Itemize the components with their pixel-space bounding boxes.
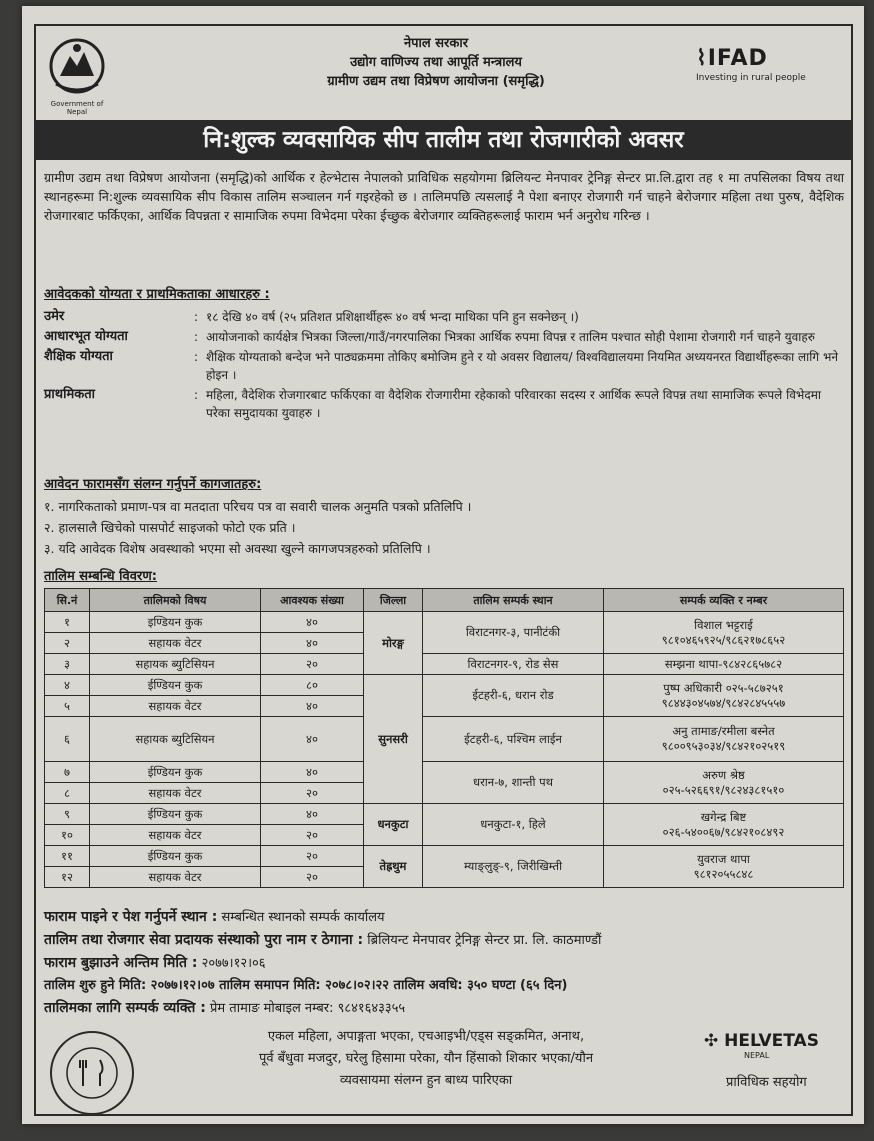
eligibility-label: उमेर bbox=[44, 309, 65, 324]
contact-phone: ९८४४३०४५७४/९८४२८४५५५७ bbox=[661, 695, 786, 710]
cell-sn: ४ bbox=[45, 675, 90, 696]
cell-subject: सहायक वेटर bbox=[90, 633, 261, 654]
cell-district: सुनसरी bbox=[364, 675, 423, 804]
contact-phone: ९८००९५३०३४/९८४२१०२५१९ bbox=[661, 739, 786, 753]
cell-count: ४० bbox=[261, 762, 364, 783]
closing-note bbox=[166, 1026, 686, 1092]
cell-district: मोरङ्ग bbox=[364, 612, 423, 675]
eligibility-list bbox=[44, 308, 844, 424]
helvetas-logo: ✣ HELVETAS bbox=[704, 1031, 819, 1051]
ifad-tagline: Investing in rural people bbox=[696, 73, 806, 83]
cell-sn: ५ bbox=[45, 696, 90, 717]
cell-location: ईटहरी-६, पश्चिम लाईन bbox=[423, 717, 604, 762]
contact-phone: ९८१०४६५९२५/९८६२१७८६५२ bbox=[661, 632, 786, 647]
cell-count: ४० bbox=[261, 612, 364, 633]
helvetas-logo-block bbox=[704, 1031, 844, 1090]
cell-subject: ईण्डियन कुक bbox=[90, 675, 261, 696]
table-row bbox=[45, 717, 844, 762]
cell-count: ४० bbox=[261, 717, 364, 762]
eligibility-label: प्राथमिकता bbox=[44, 387, 95, 402]
contact-phone: ०२६-५४००६७/९८४२१०८४९२ bbox=[662, 824, 785, 839]
eligibility-row: आधारभूत योग्यता : आयोजनाको कार्यक्षेत्र भित्रका जिल्ला/गाउँ/नगरपालिका भित्रका आर्थिक रुपमा विपन्न र तालिम पश्चात सोही पेशामा रोजगारी गर्न चाहने युवाहरु bbox=[44, 328, 844, 346]
emblem-caption: Government of Nepal bbox=[50, 100, 104, 116]
cell-location: ईटहरी-६, धरान रोड bbox=[423, 675, 604, 717]
table-row bbox=[45, 846, 844, 867]
technical-support-label: प्राविधिक सहयोग bbox=[726, 1075, 807, 1090]
cell-subject: सहायक ब्युटिसियन bbox=[90, 717, 261, 762]
seal-icon bbox=[55, 1036, 129, 1110]
cell-location: धरान-७, शान्ती पथ bbox=[423, 762, 604, 804]
cell-sn: २ bbox=[45, 633, 90, 654]
cell-count: २० bbox=[261, 783, 364, 804]
col-count: आवश्यक संख्या bbox=[261, 589, 364, 612]
cell-sn: १२ bbox=[45, 867, 90, 888]
cell-count: २० bbox=[261, 825, 364, 846]
eligibility-value: १८ देखि ४० वर्ष (२५ प्रतिशत प्रशिक्षार्थीहरू ४० वर्ष भन्दा माथिका पनि हुन सक्नेछन् ।) bbox=[206, 310, 579, 324]
cell-sn: ११ bbox=[45, 846, 90, 867]
document-item: १. नागरिकताको प्रमाण-पत्र वा मतदाता परिचय पत्र वा सवारी चालक अनुमति पत्रको प्रतिलिपि । bbox=[44, 499, 472, 514]
gov-line-2: उद्योग वाणिज्य तथा आपूर्ति मन्त्रालय bbox=[350, 55, 522, 70]
title-banner: नि:शुल्क व्यवसायिक सीप तालीम तथा रोजगारीको अवसर bbox=[36, 120, 851, 160]
cell-count: २० bbox=[261, 846, 364, 867]
documents-list bbox=[44, 496, 844, 559]
col-sn: सि.नं bbox=[45, 589, 90, 612]
intro-paragraph: ग्रामीण उद्यम तथा विप्रेषण आयोजना (समृद्धि)को आर्थिक र हेल्भेटास नेपालको प्राविधिक सहयोगमा ब्रिलियन्ट मेनपावर ट्रेनिङ्ग सेन्टर प्रा.लि.द्वारा तह १ मा तपसिलका विषय तथा स्थानहरूमा नि:शुल्क व्यवसायिक सीप विकास तालिम सञ्चालन गर्न गइरहेको छ । तालिमपछि त्यसलाई नै पेशा बनाएर रोजगारी गर्न चाहने बेरोजगार महिला तथा पुरुष, वैदेशिक रोजगारबाट फर्किएका, आर्थिक विपन्नता र सामाजिक रुपमा विभेदमा परेका ईच्छुक बेरोजगार व्यक्तिहरूलाई फाराम भर्न अनुरोध गरिन्छ । bbox=[44, 170, 844, 223]
ifad-wheat-icon: ⌇ bbox=[696, 46, 708, 71]
cell-location: म्याङ्लुङ्-९, जिरीखिम्ती bbox=[423, 846, 604, 888]
ifad-logo: ⌇IFAD bbox=[696, 46, 768, 71]
cell-sn: ६ bbox=[45, 717, 90, 762]
cell-subject: इण्डियन कुक bbox=[90, 612, 261, 633]
cell-sn: १० bbox=[45, 825, 90, 846]
cell-contact bbox=[604, 675, 844, 717]
cell-subject: सहायक वेटर bbox=[90, 783, 261, 804]
cell-subject: ईण्डियन कुक bbox=[90, 804, 261, 825]
closing-line: पूर्व बँधुवा मजदुर, घरेलु हिसामा परेका, यौन हिंसाको शिकार भएका/यौन bbox=[258, 1051, 594, 1066]
cell-district: धनकुटा bbox=[364, 804, 423, 846]
footer-line: तालिम तथा रोजगार सेवा प्रदायक संस्थाको पुरा नाम र ठेगाना : ब्रिलियन्ट मेनपावर ट्रेनिङ्ग सेन्टर प्रा. लि. काठमाण्डौं bbox=[44, 932, 602, 948]
training-center-seal bbox=[50, 1031, 134, 1115]
cell-subject: ईण्डियन कुक bbox=[90, 762, 261, 783]
contact-name: युवराज थापा bbox=[697, 851, 750, 866]
cell-contact bbox=[604, 612, 844, 654]
document-item: २. हालसालै खिचेको पासपोर्ट साइजको फोटो एक प्रति । bbox=[44, 520, 296, 535]
table-row bbox=[45, 654, 844, 675]
document-item: ३. यदि आवेदक विशेष अवस्थाको भएमा सो अवस्था खुल्ने कागजपत्रहरुको प्रतिलिपि । bbox=[44, 541, 431, 556]
cell-count: ४० bbox=[261, 633, 364, 654]
footer-details bbox=[44, 906, 844, 1020]
cell-count: २० bbox=[261, 867, 364, 888]
table-row bbox=[45, 675, 844, 696]
cell-sn: ९ bbox=[45, 804, 90, 825]
col-contact: सम्पर्क व्यक्ति र नम्बर bbox=[604, 589, 844, 612]
cell-sn: ७ bbox=[45, 762, 90, 783]
col-subject: तालिमको विषय bbox=[90, 589, 261, 612]
cell-subject: सहायक वेटर bbox=[90, 867, 261, 888]
contact-name: विशाल भट्टराई bbox=[694, 617, 753, 632]
table-row bbox=[45, 612, 844, 633]
cell-count: २० bbox=[261, 654, 364, 675]
cell-count: ४० bbox=[261, 696, 364, 717]
eligibility-label: आधारभूत योग्यता bbox=[44, 329, 128, 344]
ifad-logo-block bbox=[696, 46, 846, 83]
eligibility-row: शैक्षिक योग्यता : शैक्षिक योग्यताको बन्देज भने पाठ्यक्रममा तोकिए बमोजिम हुने र यो अवसर विद्यालय/ विश्वविद्यालयमा नियमित अध्ययनरत विद्यार्थीहरूका लागि भने होइन । bbox=[44, 348, 844, 384]
eligibility-label: शैक्षिक योग्यता bbox=[44, 349, 113, 364]
contact-phone: ९८१२०५५८४८ bbox=[693, 866, 754, 881]
documents-heading: आवेदन फारामसँग संलग्न गर्नुपर्ने कागजातहरु: bbox=[44, 477, 262, 492]
contact-name: अनु तामाङ/रमीला बस्नेत bbox=[672, 724, 775, 738]
cell-count: ८० bbox=[261, 675, 364, 696]
cell-subject: ईण्डियन कुक bbox=[90, 846, 261, 867]
cell-contact bbox=[604, 804, 844, 846]
cell-location: धनकुटा-१, हिले bbox=[423, 804, 604, 846]
cell-location: विराटनगर-३, पानीटंकी bbox=[423, 612, 604, 654]
eligibility-value: महिला, वैदेशिक रोजगारबाट फर्किएका वा वैदेशिक रोजगारीमा रहेकाको परिवारका सदस्य र आर्थिक रूपले विपन्न तथा सामाजिक रूपले विभेदमा परेका समुदायका युवाहरु । bbox=[206, 388, 821, 420]
helvetas-mark-icon: ✣ bbox=[704, 1031, 719, 1051]
gov-line-3: ग्रामीण उद्यम तथा विप्रेषण आयोजना (समृद्धि) bbox=[327, 74, 545, 89]
closing-line: व्यवसायमा संलग्न हुन बाध्य पारिएका bbox=[339, 1073, 513, 1088]
col-location: तालिम सम्पर्क स्थान bbox=[423, 589, 604, 612]
gov-line-1: नेपाल सरकार bbox=[403, 36, 469, 51]
col-district: जिल्ला bbox=[364, 589, 423, 612]
ad-header bbox=[36, 26, 851, 114]
cell-subject: सहायक वेटर bbox=[90, 696, 261, 717]
cell-subject: सहायक ब्युटिसियन bbox=[90, 654, 261, 675]
cell-sn: ८ bbox=[45, 783, 90, 804]
cell-contact: सम्झना थापा-९८४२८६५७८२ bbox=[604, 654, 844, 675]
cell-sn: १ bbox=[45, 612, 90, 633]
footer-line: तालिमका लागि सम्पर्क व्यक्ति : प्रेम तामाङ मोबाइल नम्बर: ९८४१६४३३५५ bbox=[44, 1000, 406, 1016]
eligibility-row: उमेर : १८ देखि ४० वर्ष (२५ प्रतिशत प्रशिक्षार्थीहरू ४० वर्ष भन्दा माथिका पनि हुन सक्नेछन् ।) bbox=[44, 308, 844, 326]
contact-name: खगेन्द्र बिष्ट bbox=[700, 809, 747, 824]
closing-line: एकल महिला, अपाङ्गता भएका, एचआइभी/एड्स सङ्क्रमित, अनाथ, bbox=[267, 1029, 585, 1044]
eligibility-value: आयोजनाको कार्यक्षेत्र भित्रका जिल्ला/गाउँ/नगरपालिका भित्रका आर्थिक रुपमा विपन्न र तालिम पश्चात सोही पेशामा रोजगारी गर्न चाहने युवाहरु bbox=[206, 330, 815, 344]
table-row bbox=[45, 804, 844, 825]
table-row bbox=[45, 762, 844, 783]
table-header-row bbox=[45, 589, 844, 612]
cell-count: ४० bbox=[261, 804, 364, 825]
newspaper-page bbox=[22, 6, 864, 1124]
footer-line: फाराम पाइने र पेश गर्नुपर्ने स्थान : सम्बन्धित स्थानको सम्पर्क कार्यालय bbox=[44, 909, 385, 925]
cell-contact bbox=[604, 846, 844, 888]
contact-name: अरुण श्रेष्ठ bbox=[702, 767, 745, 782]
eligibility-value: शैक्षिक योग्यताको बन्देज भने पाठ्यक्रममा तोकिए बमोजिम हुने र यो अवसर विद्यालय/ विश्वविद्यालयमा नियमित अध्ययनरत विद्यार्थीहरूका लागि भने होइन । bbox=[206, 350, 839, 382]
training-table bbox=[44, 588, 844, 888]
cell-sn: ३ bbox=[45, 654, 90, 675]
cell-contact bbox=[604, 717, 844, 762]
contact-name: पुष्प अधिकारी ०२५-५८७२५१ bbox=[663, 680, 784, 695]
cell-district: तेह्रथुम bbox=[364, 846, 423, 888]
government-heading bbox=[256, 34, 616, 91]
cell-location: विराटनगर-९, रोड सेस bbox=[423, 654, 604, 675]
eligibility-row: प्राथमिकता : महिला, वैदेशिक रोजगारबाट फर्किएका वा वैदेशिक रोजगारीमा रहेकाको परिवारका सदस्य र आर्थिक रूपले विपन्न तथा सामाजिक रूपले विभेदमा परेका समुदायका युवाहरु । bbox=[44, 386, 844, 422]
ad-frame bbox=[34, 24, 853, 1116]
cell-contact bbox=[604, 762, 844, 804]
footer-line: फाराम बुझाउने अन्तिम मिति : २०७७।१२।०६ bbox=[44, 955, 266, 971]
helvetas-sub: NEPAL bbox=[744, 1051, 770, 1060]
eligibility-heading: आवेदकको योग्यता र प्राथमिकताका आधारहरु : bbox=[44, 287, 270, 302]
footer-line: तालिम शुरु हुने मिति: २०७७।१२।०७ तालिम समापन मिति: २०७८।०२।२२ तालिम अवधि: ३५० घण्टा (६५ दिन) bbox=[44, 978, 568, 993]
contact-phone: ०२५-५२६६९१/९८२४३८१५१० bbox=[662, 782, 785, 797]
cell-subject: सहायक वेटर bbox=[90, 825, 261, 846]
nepal-emblem-icon bbox=[48, 36, 106, 98]
training-table-heading: तालिम सम्बन्धि विवरण: bbox=[44, 569, 157, 584]
